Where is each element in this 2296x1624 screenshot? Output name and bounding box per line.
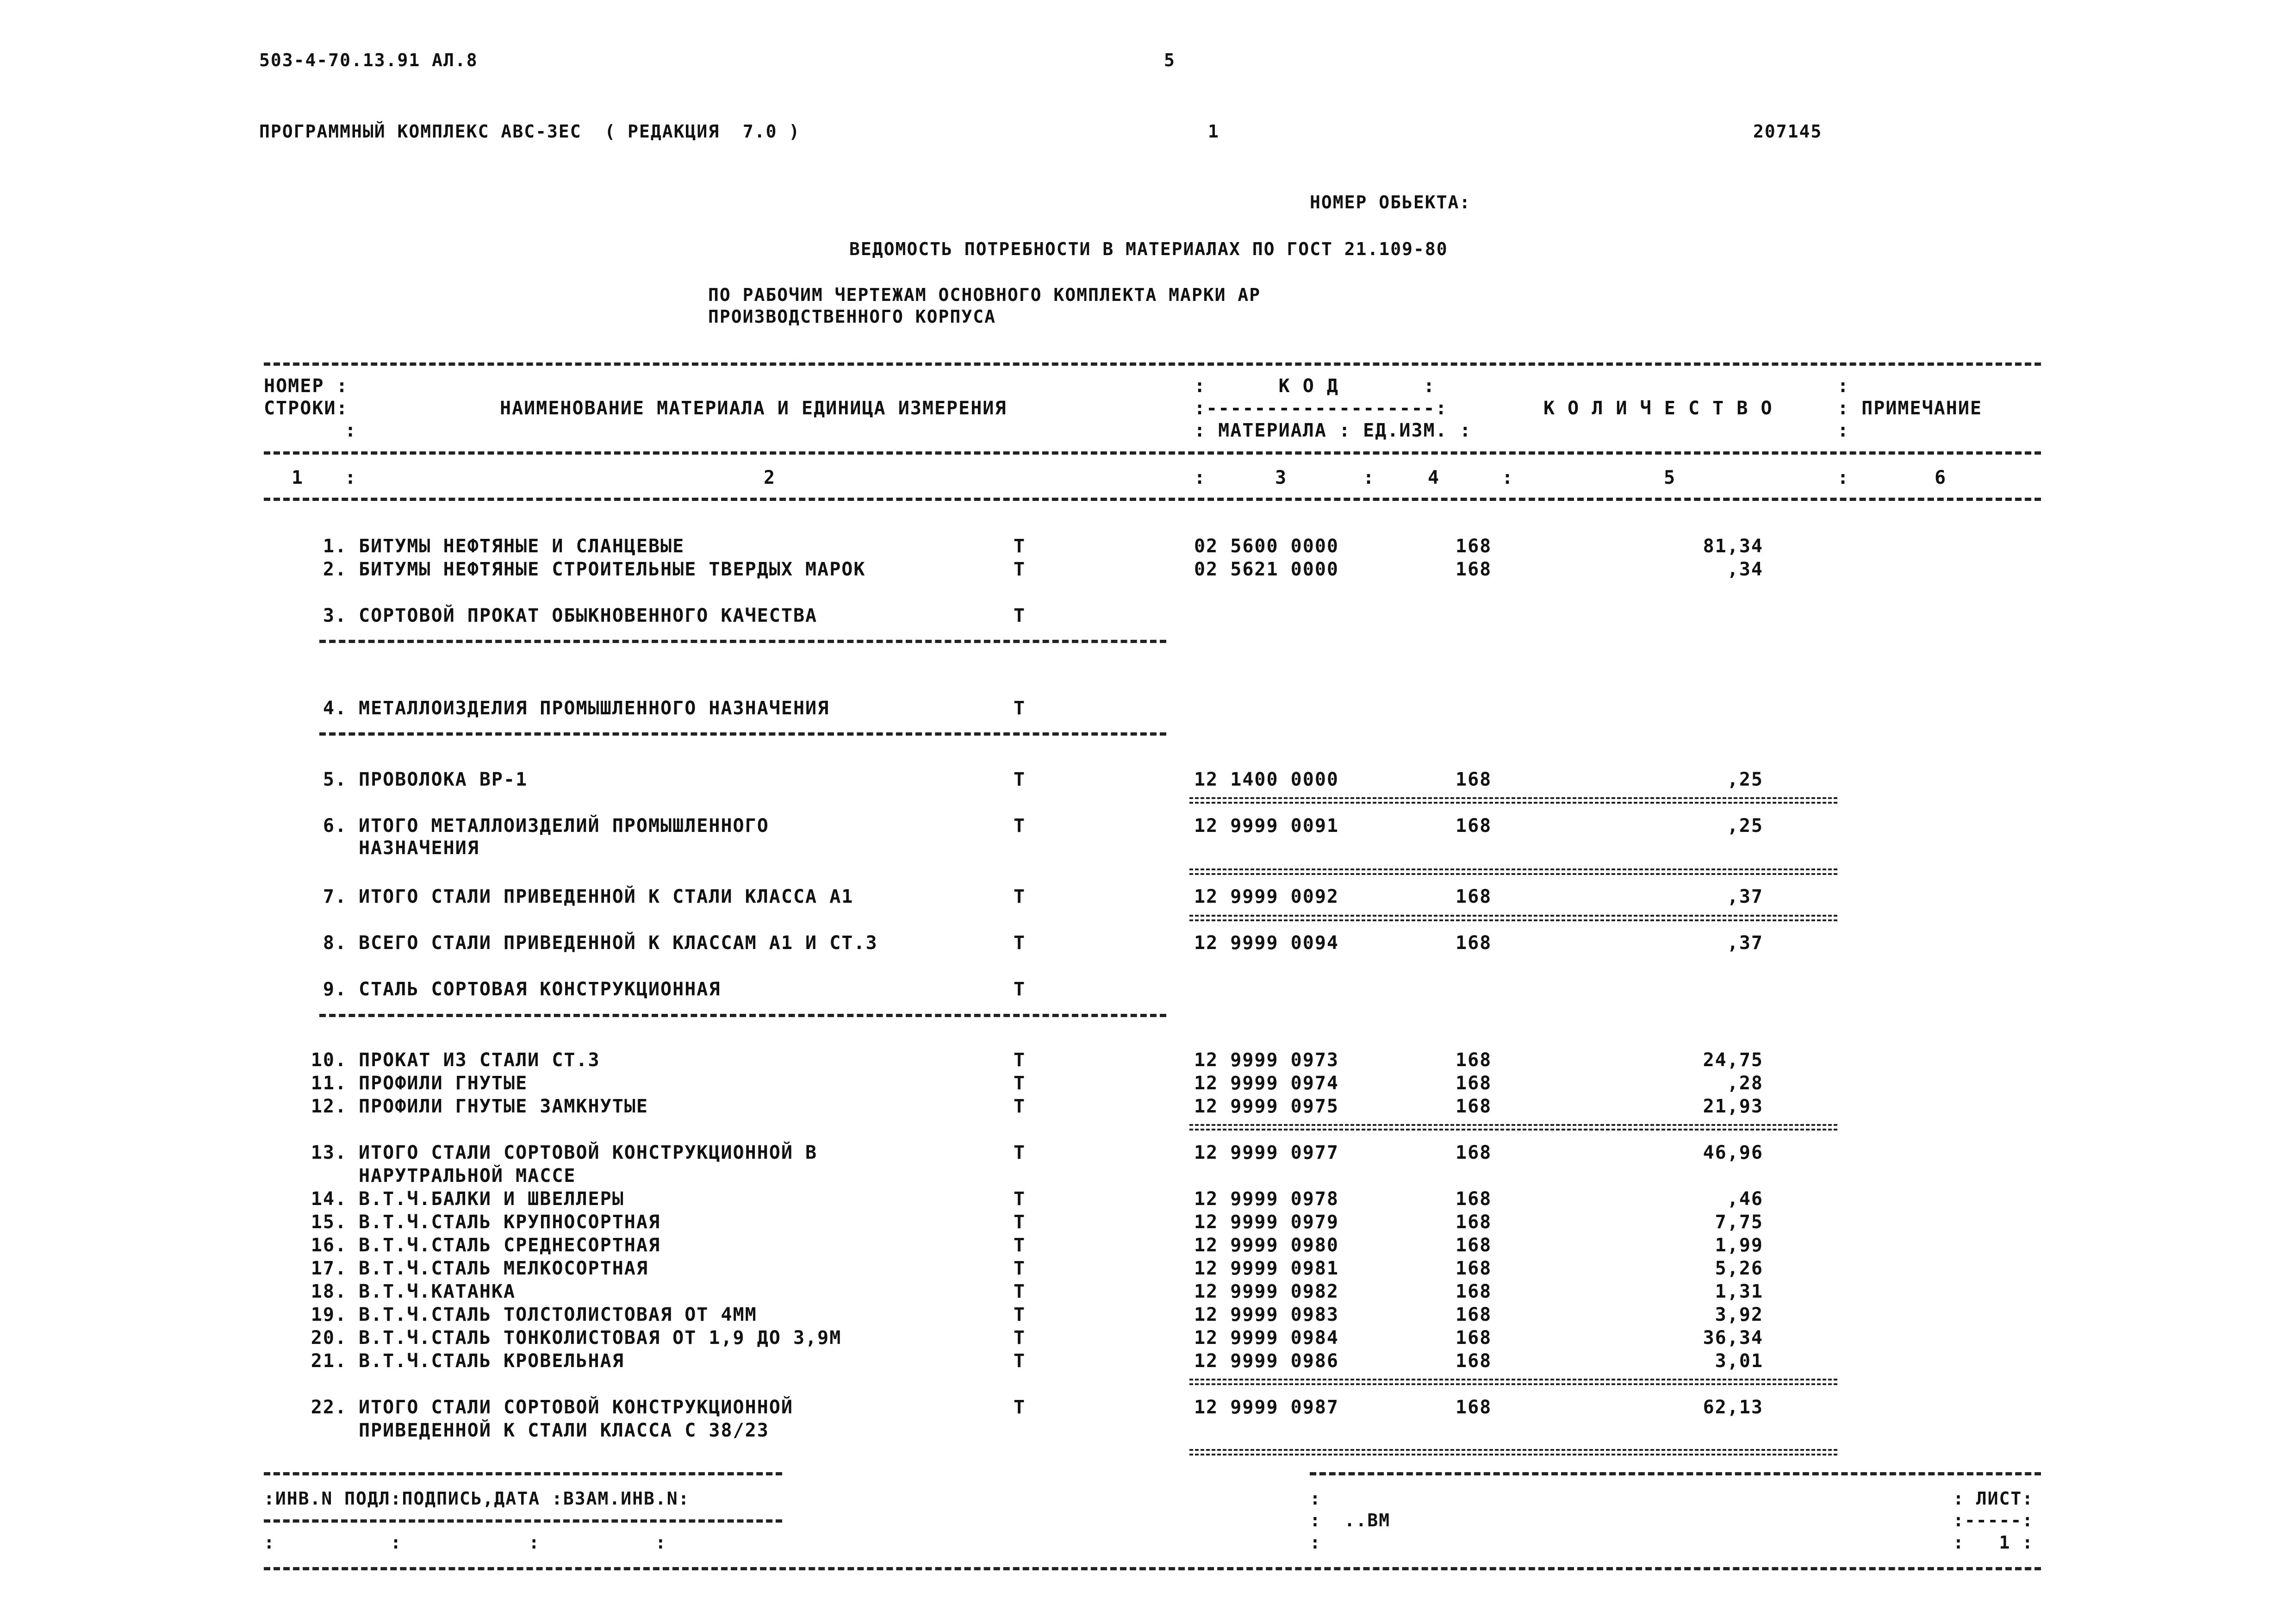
section-rule (319, 640, 1166, 643)
unit: Т (1014, 1142, 1026, 1163)
material-name: СОРТОВОЙ ПРОКАТ ОБЫКНОВЕННОГО КАЧЕСТВА (359, 605, 818, 626)
row-number: 6. (323, 815, 347, 837)
unit: Т (1014, 1073, 1026, 1094)
material-name: ПРОВОЛОКА ВР-1 (359, 769, 528, 790)
material-code: 12 9999 0980 (1194, 1235, 1339, 1256)
measure-code: 168 (1456, 536, 1492, 557)
material-name: В.Т.Ч.БАЛКИ И ШВЕЛЛЕРЫ (359, 1188, 624, 1210)
material-code: 12 9999 0973 (1194, 1049, 1339, 1071)
measure-code: 168 (1456, 1235, 1492, 1256)
material-code: 12 1400 0000 (1194, 769, 1339, 790)
section-rule (319, 1014, 1166, 1017)
col-sep: : (1363, 467, 1375, 488)
total-rule (1189, 915, 1837, 917)
material-name: БИТУМЫ НЕФТЯНЫЕ СТРОИТЕЛЬНЫЕ ТВЕРДЫХ МАРОК (359, 559, 866, 580)
quantity: ,25 (1727, 815, 1763, 837)
quantity: ,25 (1727, 769, 1763, 790)
unit: Т (1014, 932, 1026, 954)
head-code-subcolumns: : МАТЕРИАЛА : ЕД.ИЗМ. : (1194, 420, 1472, 441)
unit: Т (1014, 1258, 1026, 1279)
subtitle-line-1: ПО РАБОЧИМ ЧЕРТЕЖАМ ОСНОВНОГО КОМПЛЕКТА МАРКИ АР (708, 285, 1261, 305)
measure-code: 168 (1456, 1258, 1492, 1279)
quantity: ,37 (1727, 932, 1763, 954)
row-number: 1. (323, 536, 347, 557)
unit: Т (1014, 1235, 1026, 1256)
row-number: 5. (323, 769, 347, 790)
measure-code: 168 (1456, 1142, 1492, 1163)
col-sep: : (1502, 467, 1514, 488)
material-name: В.Т.Ч.СТАЛЬ СРЕДНЕСОРТНАЯ (359, 1235, 661, 1256)
material-name: В.Т.Ч.КАТАНКА (359, 1281, 516, 1302)
col-num-1: 1 (292, 467, 304, 488)
measure-code: 168 (1456, 769, 1492, 790)
quantity: 24,75 (1703, 1049, 1763, 1071)
unit: Т (1014, 1212, 1026, 1233)
quantity: 81,34 (1703, 536, 1763, 557)
material-name: ВСЕГО СТАЛИ ПРИВЕДЕННОЙ К КЛАССАМ А1 И СТ.3 (359, 932, 878, 954)
unit: Т (1014, 1049, 1026, 1071)
measure-code: 168 (1456, 1073, 1492, 1094)
material-code: 12 9999 0984 (1194, 1327, 1339, 1349)
material-code: 12 9999 0979 (1194, 1212, 1339, 1233)
material-name: ИТОГО СТАЛИ ПРИВЕДЕННОЙ К СТАЛИ КЛАССА А1 (359, 886, 854, 907)
head-material-name: НАИМЕНОВАНИЕ МАТЕРИАЛА И ЕДИНИЦА ИЗМЕРЕНИЯ (500, 398, 1007, 419)
col-num-5: 5 (1664, 467, 1676, 488)
row-number: 17. (311, 1258, 347, 1279)
material-name: В.Т.Ч.СТАЛЬ КРОВЕЛЬНАЯ (359, 1350, 624, 1372)
material-code: 12 9999 0983 (1194, 1304, 1339, 1325)
row-number: 19. (311, 1304, 347, 1325)
quantity: 36,34 (1703, 1327, 1763, 1349)
stamp-middle-label: : ..ВМ (1310, 1510, 1391, 1530)
head-note: : ПРИМЕЧАНИЕ (1837, 398, 1982, 419)
measure-code: 168 (1456, 1397, 1492, 1418)
head-code-separator: :-------------------: (1194, 398, 1448, 419)
material-name: В.Т.Ч.СТАЛЬ ТОНКОЛИСТОВАЯ ОТ 1,9 ДО 3,9М (359, 1327, 842, 1349)
head-quantity: К О Л И Ч Е С Т В О (1543, 398, 1773, 419)
material-code: 12 9999 0987 (1194, 1397, 1339, 1418)
stamp-signature-cells: : : : : (264, 1532, 667, 1553)
unit: Т (1014, 1350, 1026, 1372)
row-number: 7. (323, 886, 347, 907)
row-number: 15. (311, 1212, 347, 1233)
material-name: В.Т.Ч.СТАЛЬ ТОЛСТОЛИСТОВАЯ ОТ 4ММ (359, 1304, 757, 1325)
quantity: ,46 (1727, 1188, 1763, 1210)
stamp-middle-colon-top: : (1310, 1488, 1321, 1509)
unit: Т (1014, 1281, 1026, 1302)
program-number: 1 (1208, 121, 1220, 142)
stamp-signature-row: :ИНВ.N ПОДЛ:ПОДПИСЬ,ДАТА :ВЗАМ.ИНВ.N: (264, 1488, 690, 1509)
table-top-rule (264, 362, 2041, 366)
stamp-bottom-rule (264, 1567, 2041, 1570)
section-rule (319, 732, 1166, 736)
row-number: 9. (323, 979, 347, 1000)
material-name: ИТОГО СТАЛИ СОРТОВОЙ КОНСТРУКЦИОННОЙ (359, 1397, 793, 1418)
row-number: 22. (311, 1397, 347, 1418)
material-code: 12 9999 0982 (1194, 1281, 1339, 1302)
quantity: 1,99 (1715, 1235, 1763, 1256)
material-name: В.Т.Ч.СТАЛЬ КРУПНОСОРТНАЯ (359, 1212, 661, 1233)
material-name: БИТУМЫ НЕФТЯНЫЕ И СЛАНЦЕВЫЕ (359, 536, 685, 557)
page-number: 5 (1164, 50, 1176, 70)
material-name: ПРОФИЛИ ГНУТЫЕ ЗАМКНУТЫЕ (359, 1096, 648, 1117)
unit: Т (1014, 698, 1026, 719)
material-name: ПРОКАТ ИЗ СТАЛИ СТ.3 (359, 1049, 600, 1071)
quantity: 7,75 (1715, 1212, 1763, 1233)
material-name: СТАЛЬ СОРТОВАЯ КОНСТРУКЦИОННАЯ (359, 979, 721, 1000)
col-num-4: 4 (1428, 467, 1440, 488)
unit: Т (1014, 1397, 1026, 1418)
row-number: 4. (323, 698, 347, 719)
unit: Т (1014, 605, 1026, 626)
material-name-continued: НАРУТРАЛЬНОЙ МАССЕ (359, 1165, 576, 1187)
quantity: 62,13 (1703, 1397, 1763, 1418)
material-code: 12 9999 0981 (1194, 1258, 1339, 1279)
row-number: 21. (311, 1350, 347, 1372)
head-row-no-1: НОМЕР : (264, 375, 348, 397)
col-sep: : (345, 467, 357, 488)
row-number: 2. (323, 559, 347, 580)
row-number: 11. (311, 1073, 347, 1094)
material-name: ПРОФИЛИ ГНУТЫЕ (359, 1073, 528, 1094)
row-number: 14. (311, 1188, 347, 1210)
unit: Т (1014, 1096, 1026, 1117)
unit: Т (1014, 1327, 1026, 1349)
program-name: ПРОГРАММНЫЙ КОМПЛЕКС АВС-3ЕС ( РЕДАКЦИЯ 7.0 ) (259, 121, 801, 142)
total-rule (1189, 1449, 1837, 1451)
measure-code: 168 (1456, 1049, 1492, 1071)
head-rule (264, 451, 2041, 455)
object-label: НОМЕР ОБЬЕКТА: (1310, 192, 1471, 212)
measure-code: 168 (1456, 559, 1492, 580)
material-code: 12 9999 0978 (1194, 1188, 1339, 1210)
head-note-colon-bottom: : (1837, 420, 1850, 441)
material-code: 12 9999 0986 (1194, 1350, 1339, 1372)
row-number: 16. (311, 1235, 347, 1256)
row-number: 10. (311, 1049, 347, 1071)
unit: Т (1014, 979, 1026, 1000)
quantity: 3,92 (1715, 1304, 1763, 1325)
quantity: ,28 (1727, 1073, 1763, 1094)
doc-code: 503-4-70.13.91 АЛ.8 (259, 50, 478, 70)
measure-code: 168 (1456, 1327, 1492, 1349)
unit: Т (1014, 886, 1026, 907)
head-row-no-3: : (345, 420, 357, 441)
col-num-3: 3 (1275, 467, 1288, 488)
measure-code: 168 (1456, 1212, 1492, 1233)
quantity: 21,93 (1703, 1096, 1763, 1117)
head-note-colon-top: : (1837, 375, 1850, 397)
material-name: ИТОГО СТАЛИ СОРТОВОЙ КОНСТРУКЦИОННОЙ В (359, 1142, 818, 1163)
col-num-6: 6 (1935, 467, 1947, 488)
col-sep: : (1194, 467, 1207, 488)
stamp-mid-rule (264, 1519, 782, 1523)
total-rule (1189, 1124, 1837, 1126)
material-code: 12 9999 0977 (1194, 1142, 1339, 1163)
unit: Т (1014, 769, 1026, 790)
measure-code: 168 (1456, 815, 1492, 837)
material-name: ИТОГО МЕТАЛЛОИЗДЕЛИЙ ПРОМЫШЛЕННОГО (359, 815, 769, 837)
quantity: 5,26 (1715, 1258, 1763, 1279)
measure-code: 168 (1456, 1304, 1492, 1325)
total-rule (1189, 868, 1837, 870)
row-number: 3. (323, 605, 347, 626)
row-number: 13. (311, 1142, 347, 1163)
col-num-2: 2 (764, 467, 776, 488)
material-code: 12 9999 0092 (1194, 886, 1339, 907)
measure-code: 168 (1456, 1188, 1492, 1210)
material-code: 12 9999 0974 (1194, 1073, 1339, 1094)
col-sep: : (1837, 467, 1850, 488)
stamp-top-rule-right (1310, 1472, 2041, 1475)
col-num-rule (264, 498, 2041, 501)
unit: Т (1014, 559, 1026, 580)
unit: Т (1014, 815, 1026, 837)
sheet-label: : ЛИСТ: (1953, 1488, 2034, 1509)
material-code: 12 9999 0094 (1194, 932, 1339, 954)
material-code: 12 9999 0091 (1194, 815, 1339, 837)
row-number: 20. (311, 1327, 347, 1349)
quantity: 3,01 (1715, 1350, 1763, 1372)
document-title: ВЕДОМОСТЬ ПОТРЕБНОСТИ В МАТЕРИАЛАХ ПО ГОСТ 21.109-80 (849, 239, 1448, 259)
quantity: ,34 (1727, 559, 1763, 580)
stamp-middle-colon-bottom: : (1310, 1532, 1321, 1553)
unit: Т (1014, 1304, 1026, 1325)
measure-code: 168 (1456, 1096, 1492, 1117)
measure-code: 168 (1456, 1281, 1492, 1302)
row-number: 12. (311, 1096, 347, 1117)
quantity: 1,31 (1715, 1281, 1763, 1302)
head-code: : К О Д : (1194, 375, 1436, 397)
material-code: 12 9999 0975 (1194, 1096, 1339, 1117)
row-number: 8. (323, 932, 347, 954)
row-number: 18. (311, 1281, 347, 1302)
measure-code: 168 (1456, 932, 1492, 954)
material-code: 02 5600 0000 (1194, 536, 1339, 557)
material-name: МЕТАЛЛОИЗДЕЛИЯ ПРОМЫШЛЕННОГО НАЗНАЧЕНИЯ (359, 698, 830, 719)
stamp-top-rule-left (264, 1472, 782, 1475)
order-number: 207145 (1753, 121, 1823, 142)
quantity: ,37 (1727, 886, 1763, 907)
total-rule (1189, 797, 1837, 799)
sheet-number: : 1 : (1953, 1532, 2034, 1553)
unit: Т (1014, 536, 1026, 557)
material-name-continued: ПРИВЕДЕННОЙ К СТАЛИ КЛАССА С 38/23 (359, 1420, 769, 1441)
quantity: 46,96 (1703, 1142, 1763, 1163)
material-code: 02 5621 0000 (1194, 559, 1339, 580)
material-name-continued: НАЗНАЧЕНИЯ (359, 837, 479, 859)
total-rule (1189, 1379, 1837, 1380)
measure-code: 168 (1456, 886, 1492, 907)
measure-code: 168 (1456, 1350, 1492, 1372)
unit: Т (1014, 1188, 1026, 1210)
subtitle-line-2: ПРОИЗВОДСТВЕННОГО КОРПУСА (708, 306, 996, 327)
material-name: В.Т.Ч.СТАЛЬ МЕЛКОСОРТНАЯ (359, 1258, 648, 1279)
head-row-no-2: СТРОКИ: (264, 398, 348, 419)
sheet-separator: :-----: (1953, 1510, 2034, 1530)
